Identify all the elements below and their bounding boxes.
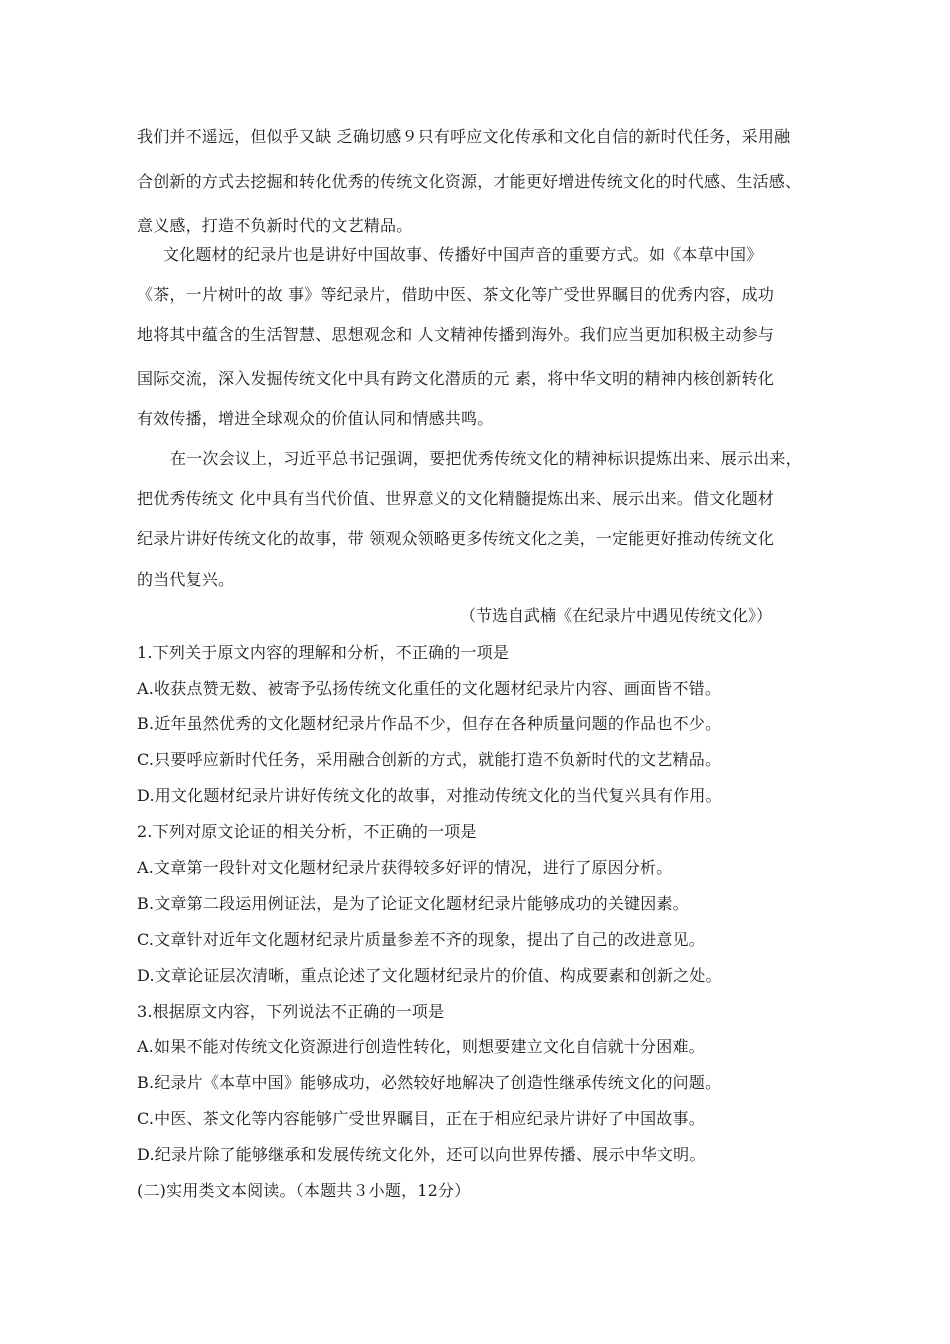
question-3-stem: 3.根据原文内容，下列说法不正确的一项是 — [137, 1002, 445, 1021]
passage-p2-line-3: 地将其中蕴含的生活智慧、思想观念和 人文精神传播到海外。我们应当更加积极主动参与 — [137, 325, 775, 344]
passage-p2-line-5: 有效传播，增进全球观众的价值认同和情感共鸣。 — [137, 409, 494, 428]
passage-p2-line-1: 文化题材的纪录片也是讲好中国故事、传播好中国声音的重要方式。如《本草中国》 — [163, 245, 763, 264]
passage-source: （节选自武楠《在纪录片中遇见传统文化》） — [460, 606, 773, 625]
question-3-option-a: A.如果不能对传统文化资源进行创造性转化，则想要建立文化自信就十分困难。 — [137, 1037, 705, 1056]
section-heading: (二)实用类文本阅读。（本题共３小题，12分） — [137, 1181, 471, 1200]
question-1-option-a: A.收获点赞无数、被寄予弘扬传统文化重任的文化题材纪录片内容、画面皆不错。 — [137, 679, 722, 698]
question-2-option-b: B.文章第二段运用例证法，是为了论证文化题材纪录片能够成功的关键因素。 — [137, 894, 689, 913]
question-1-option-d: D.用文化题材纪录片讲好传统文化的故事，对推动传统文化的当代复兴具有作用。 — [137, 786, 722, 805]
passage-p1-line-3: 意义感，打造不负新时代的文艺精品。 — [137, 216, 413, 235]
passage-p3-line-3: 纪录片讲好传统文化的故事，带 领观众领略更多传统文化之美，一定能更好推动传统文化 — [137, 529, 775, 548]
passage-p3-line-2: 把优秀传统文 化中具有当代价值、世界意义的文化精髓提炼出来、展示出来。借文化题材 — [137, 489, 775, 508]
passage-p1-line-1: 我们并不遥远，但似乎又缺 乏确切感９只有呼应文化传承和文化自信的新时代任务，采用融 — [137, 127, 791, 146]
passage-p2-line-2: 《茶，一片树叶的故 事》等纪录片，借助中医、茶文化等广受世界瞩目的优秀内容，成功 — [137, 285, 775, 304]
passage-p3-line-1: 在一次会议上，习近平总书记强调，要把优秀传统文化的精神标识提炼出来、展示出来， — [170, 449, 802, 468]
question-3-option-b: B.纪录片《本草中国》能够成功，必然较好地解决了创造性继承传统文化的问题。 — [137, 1073, 722, 1092]
passage-p2-line-4: 国际交流，深入发掘传统文化中具有跨文化潜质的元 素，将中华文明的精神内核创新转化 — [137, 369, 775, 388]
question-2-option-c: C.文章针对近年文化题材纪录片质量参差不齐的现象，提出了自己的改进意见。 — [137, 930, 705, 949]
passage-p1-line-2: 合创新的方式去挖掘和转化优秀的传统文化资源，才能更好增进传统文化的时代感、生活感、 — [137, 172, 802, 191]
question-3-option-c: C.中医、茶文化等内容能够广受世界瞩目，正在于相应纪录片讲好了中国故事。 — [137, 1109, 705, 1128]
question-3-option-d: D.纪录片除了能够继承和发展传统文化外，还可以向世界传播、展示中华文明。 — [137, 1145, 706, 1164]
question-1-option-b: B.近年虽然优秀的文化题材纪录片作品不少，但存在各种质量问题的作品也不少。 — [137, 714, 722, 733]
question-2-stem: 2.下列对原文论证的相关分析，不正确的一项是 — [137, 822, 477, 841]
question-1-stem: 1.下列关于原文内容的理解和分析，不正确的一项是 — [137, 643, 510, 662]
question-2-option-d: D.文章论证层次清晰，重点论述了文化题材纪录片的价值、构成要素和创新之处。 — [137, 966, 722, 985]
passage-p3-line-4: 的当代复兴。 — [137, 570, 235, 589]
question-1-option-c: C.只要呼应新时代任务，采用融合创新的方式，就能打造不负新时代的文艺精品。 — [137, 750, 722, 769]
question-2-option-a: A.文章第一段针对文化题材纪录片获得较多好评的情况，进行了原因分析。 — [137, 858, 673, 877]
